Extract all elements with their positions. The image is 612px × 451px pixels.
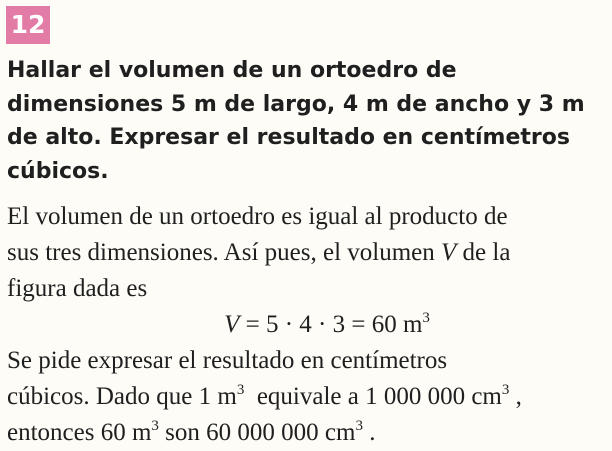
solution-text: equivale a 1 000 000 cm (244, 383, 502, 410)
question-line: de alto. Expresar el resultado en centímetros (7, 125, 570, 150)
equation-exponent: 3 (422, 310, 430, 326)
question-line: dimensiones 5 m de largo, 4 m de ancho y 3 m (7, 91, 585, 117)
equation-expression: = 5 · 4 · 3 = 60 m (239, 311, 423, 338)
exercise-question (7, 54, 605, 188)
exponent: 3 (151, 418, 159, 434)
solution-line: Se pide expresar el resultado en centímetros (7, 347, 448, 374)
question-line: cúbicos. (7, 158, 109, 184)
volume-equation (7, 307, 607, 343)
solution-line (7, 415, 607, 451)
exponent: 3 (501, 382, 510, 398)
solution-line (7, 235, 607, 271)
volume-variable: V (441, 239, 457, 266)
solution-text: . (362, 419, 376, 446)
solution-text: , (509, 383, 522, 410)
solution-text: de la (456, 239, 511, 266)
solution-text: entonces 60 m (7, 419, 152, 446)
solution-line (7, 379, 607, 415)
equation-variable: V (224, 311, 240, 338)
solution-line: figura dada es (7, 275, 148, 302)
question-line: Hallar el volumen de un ortoedro de (7, 58, 457, 83)
solution-text: cúbicos. Dado que 1 m (7, 383, 237, 410)
exponent: 3 (236, 382, 245, 398)
exercise-number-badge: 12 (6, 6, 50, 44)
exponent: 3 (355, 418, 363, 434)
solution-line: El volumen de un ortoedro es igual al producto de (7, 203, 508, 230)
solution-text: sus tres dimensiones. Así pues, el volumen (7, 239, 441, 266)
exercise-solution (7, 199, 607, 451)
solution-text: son 60 000 000 cm (158, 419, 356, 446)
